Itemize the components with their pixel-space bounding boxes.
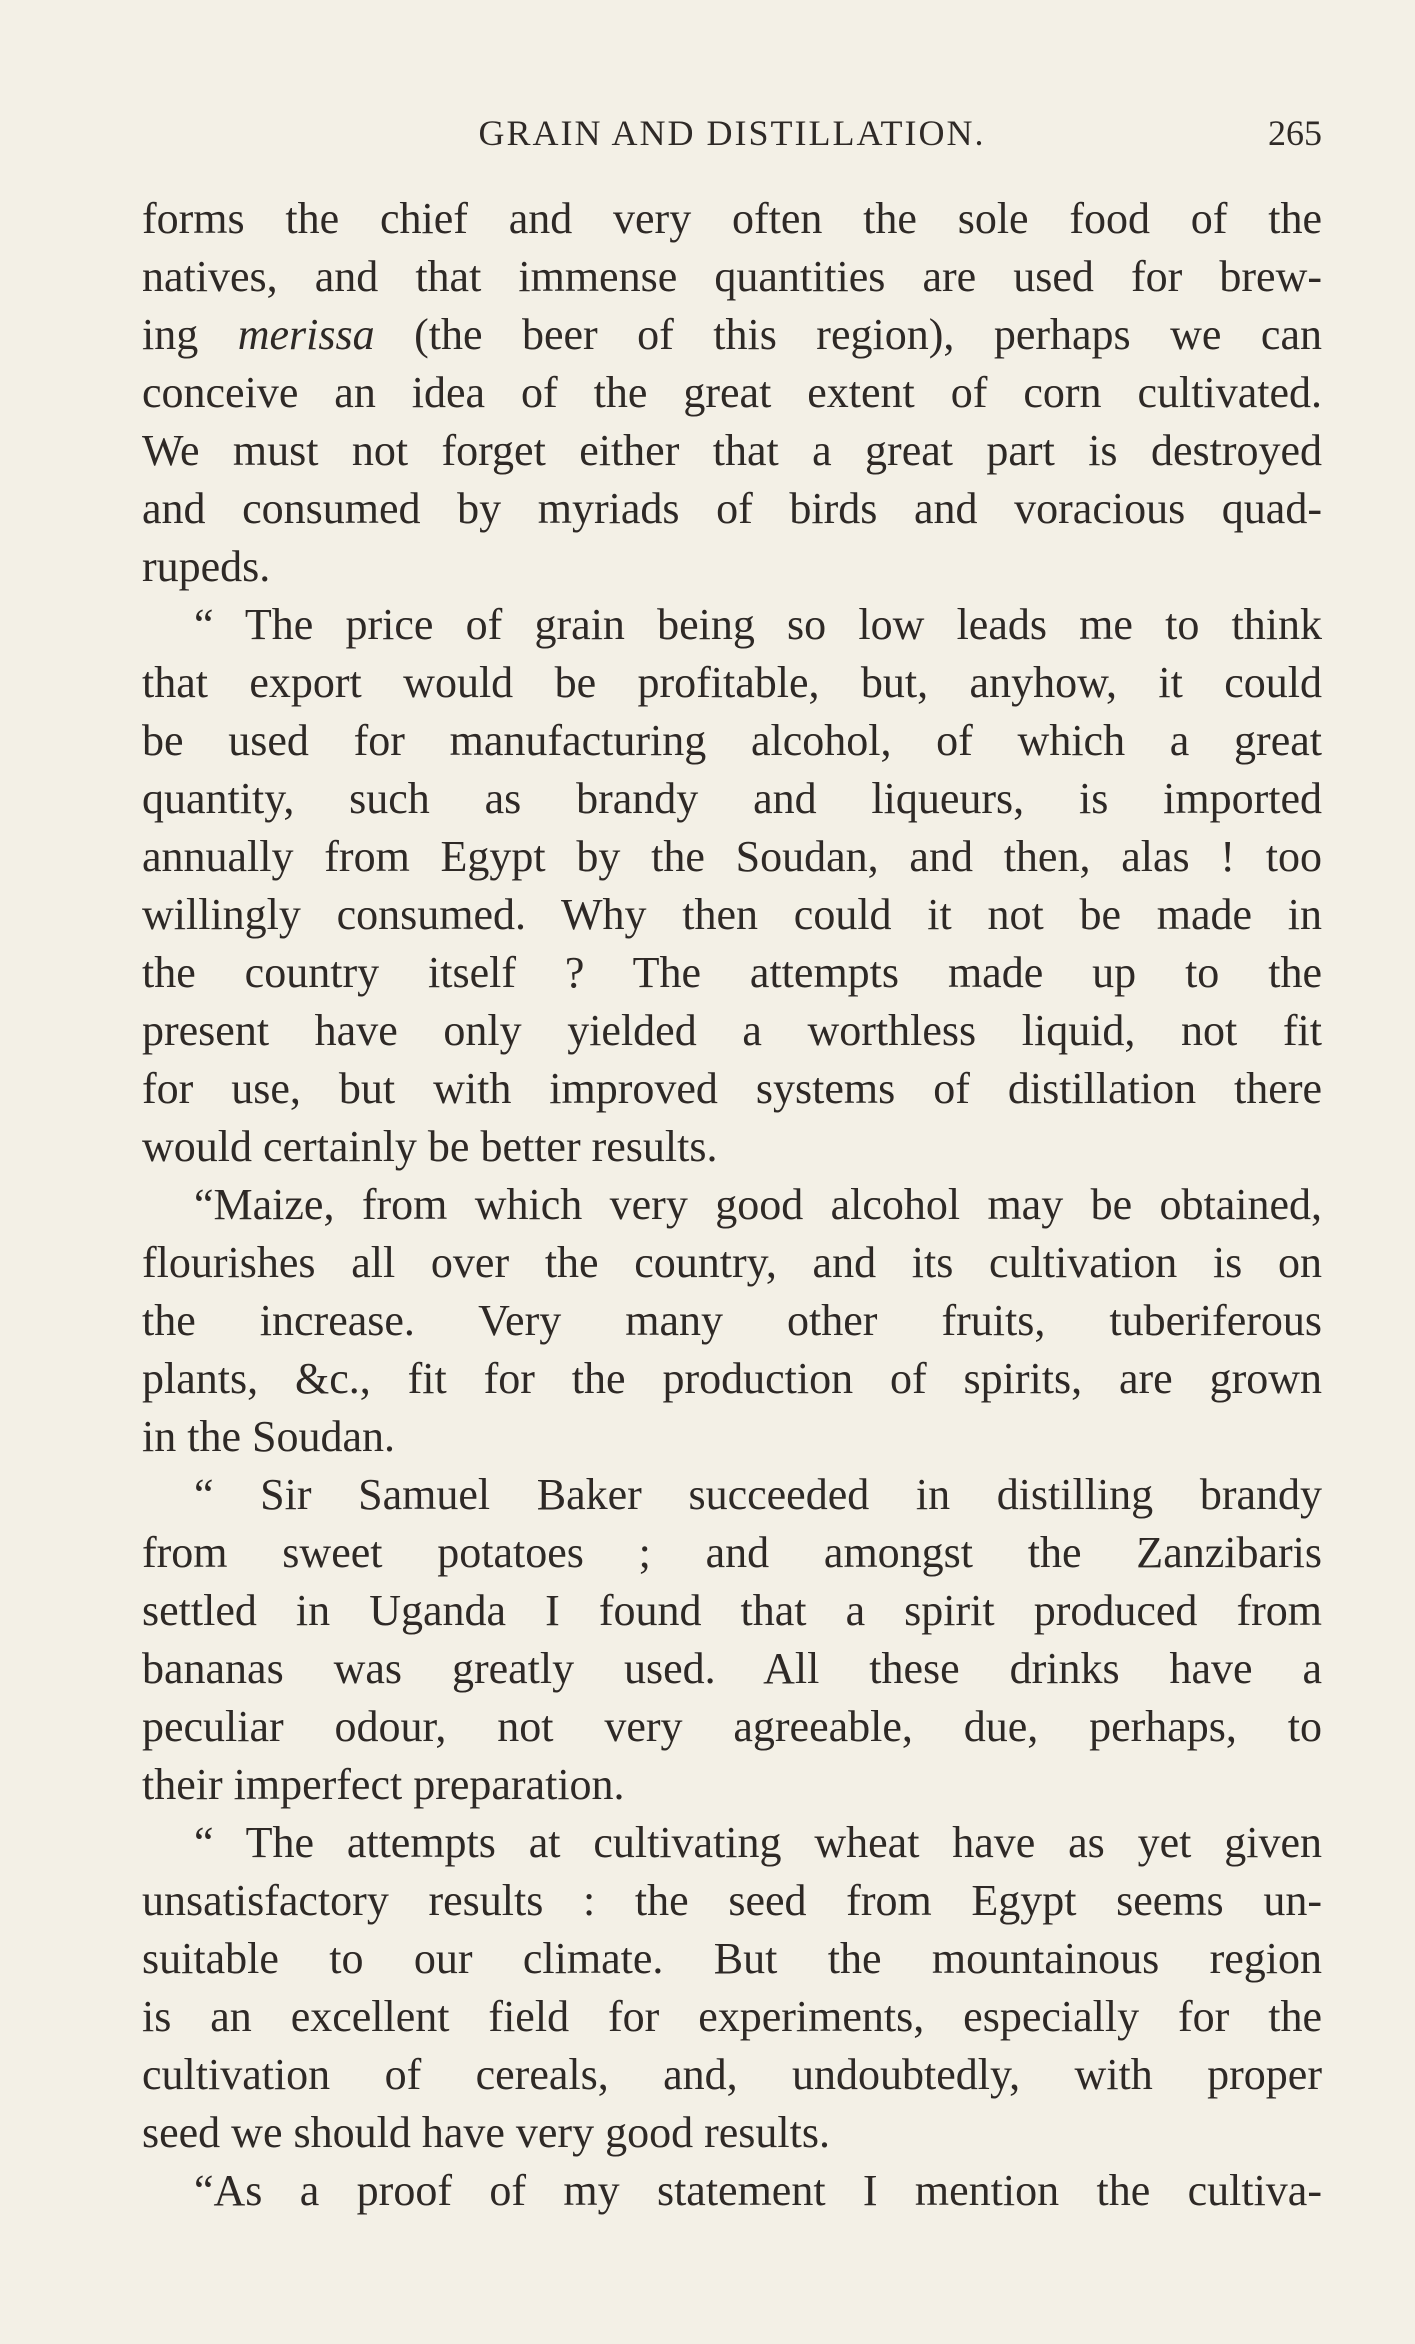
text-line: “ The price of grain being so low leads me to think [194,600,1322,649]
text-fragment: ing [142,310,238,359]
page-number: 265 [1268,113,1322,153]
text-line: conceive an idea of the great extent of corn cultivated. [142,368,1322,417]
body-text [142,190,1322,2220]
text-line: “ The attempts at cultivating wheat have as yet given [194,1818,1322,1867]
text-line: would certainly be better results. [142,1122,718,1171]
page-header [142,106,1322,160]
text-line: “ Sir Samuel Baker succeeded in distilling brandy [194,1470,1322,1519]
text-line: annually from Egypt by the Soudan, and then, alas ! too [142,832,1322,881]
text-line: suitable to our climate. But the mountainous region [142,1934,1322,1983]
paragraph-5 [142,1814,1322,2162]
text-line: forms the chief and very often the sole food of the [142,194,1322,243]
paragraph-1 [142,190,1322,596]
text-line: We must not forget either that a great part is destroyed [142,426,1322,475]
text-line: cultivation of cereals, and, undoubtedly, with proper [142,2050,1322,2099]
text-fragment: (the beer of this region), perhaps we can [374,310,1322,359]
text-line: from sweet potatoes ; and amongst the Zanzibaris [142,1528,1322,1577]
paragraph-3 [142,1176,1322,1466]
text-line: unsatisfactory results : the seed from Egypt seems un- [142,1876,1322,1925]
text-line: quantity, such as brandy and liqueurs, is imported [142,774,1322,823]
paragraph-2 [142,596,1322,1176]
text-line: seed we should have very good results. [142,2108,830,2157]
text-line: rupeds. [142,542,271,591]
text-line: “As a proof of my statement I mention the cultiva- [194,2166,1322,2215]
text-line-with-italic [142,306,1322,364]
text-line: the increase. Very many other fruits, tuberiferous [142,1296,1322,1345]
paragraph-4 [142,1466,1322,1814]
text-line: flourishes all over the country, and its cultivation is on [142,1238,1322,1287]
text-line: settled in Uganda I found that a spirit produced from [142,1586,1322,1635]
text-line: peculiar odour, not very agreeable, due, perhaps, to [142,1702,1322,1751]
text-line: present have only yielded a worthless liquid, not fit [142,1006,1322,1055]
text-line: “Maize, from which very good alcohol may be obtained, [194,1180,1322,1229]
text-line: be used for manufacturing alcohol, of which a great [142,716,1322,765]
text-line: the country itself ? The attempts made up to the [142,948,1322,997]
running-title: GRAIN AND DISTILLATION. [478,113,986,153]
text-line: plants, &c., fit for the production of spirits, are grown [142,1354,1322,1403]
text-line: and consumed by myriads of birds and voracious quad- [142,484,1322,533]
text-line: for use, but with improved systems of distillation there [142,1064,1322,1113]
text-line: bananas was greatly used. All these drinks have a [142,1644,1322,1693]
paragraph-6 [142,2162,1322,2220]
text-line: willingly consumed. Why then could it not be made in [142,890,1322,939]
italic-term: merissa [237,310,375,359]
text-line: in the Soudan. [142,1412,395,1461]
text-line: that export would be profitable, but, anyhow, it could [142,658,1322,707]
text-line: is an excellent field for experiments, especially for the [142,1992,1322,2041]
text-line: their imperfect preparation. [142,1760,625,1809]
text-line: natives, and that immense quantities are used for brew- [142,252,1322,301]
